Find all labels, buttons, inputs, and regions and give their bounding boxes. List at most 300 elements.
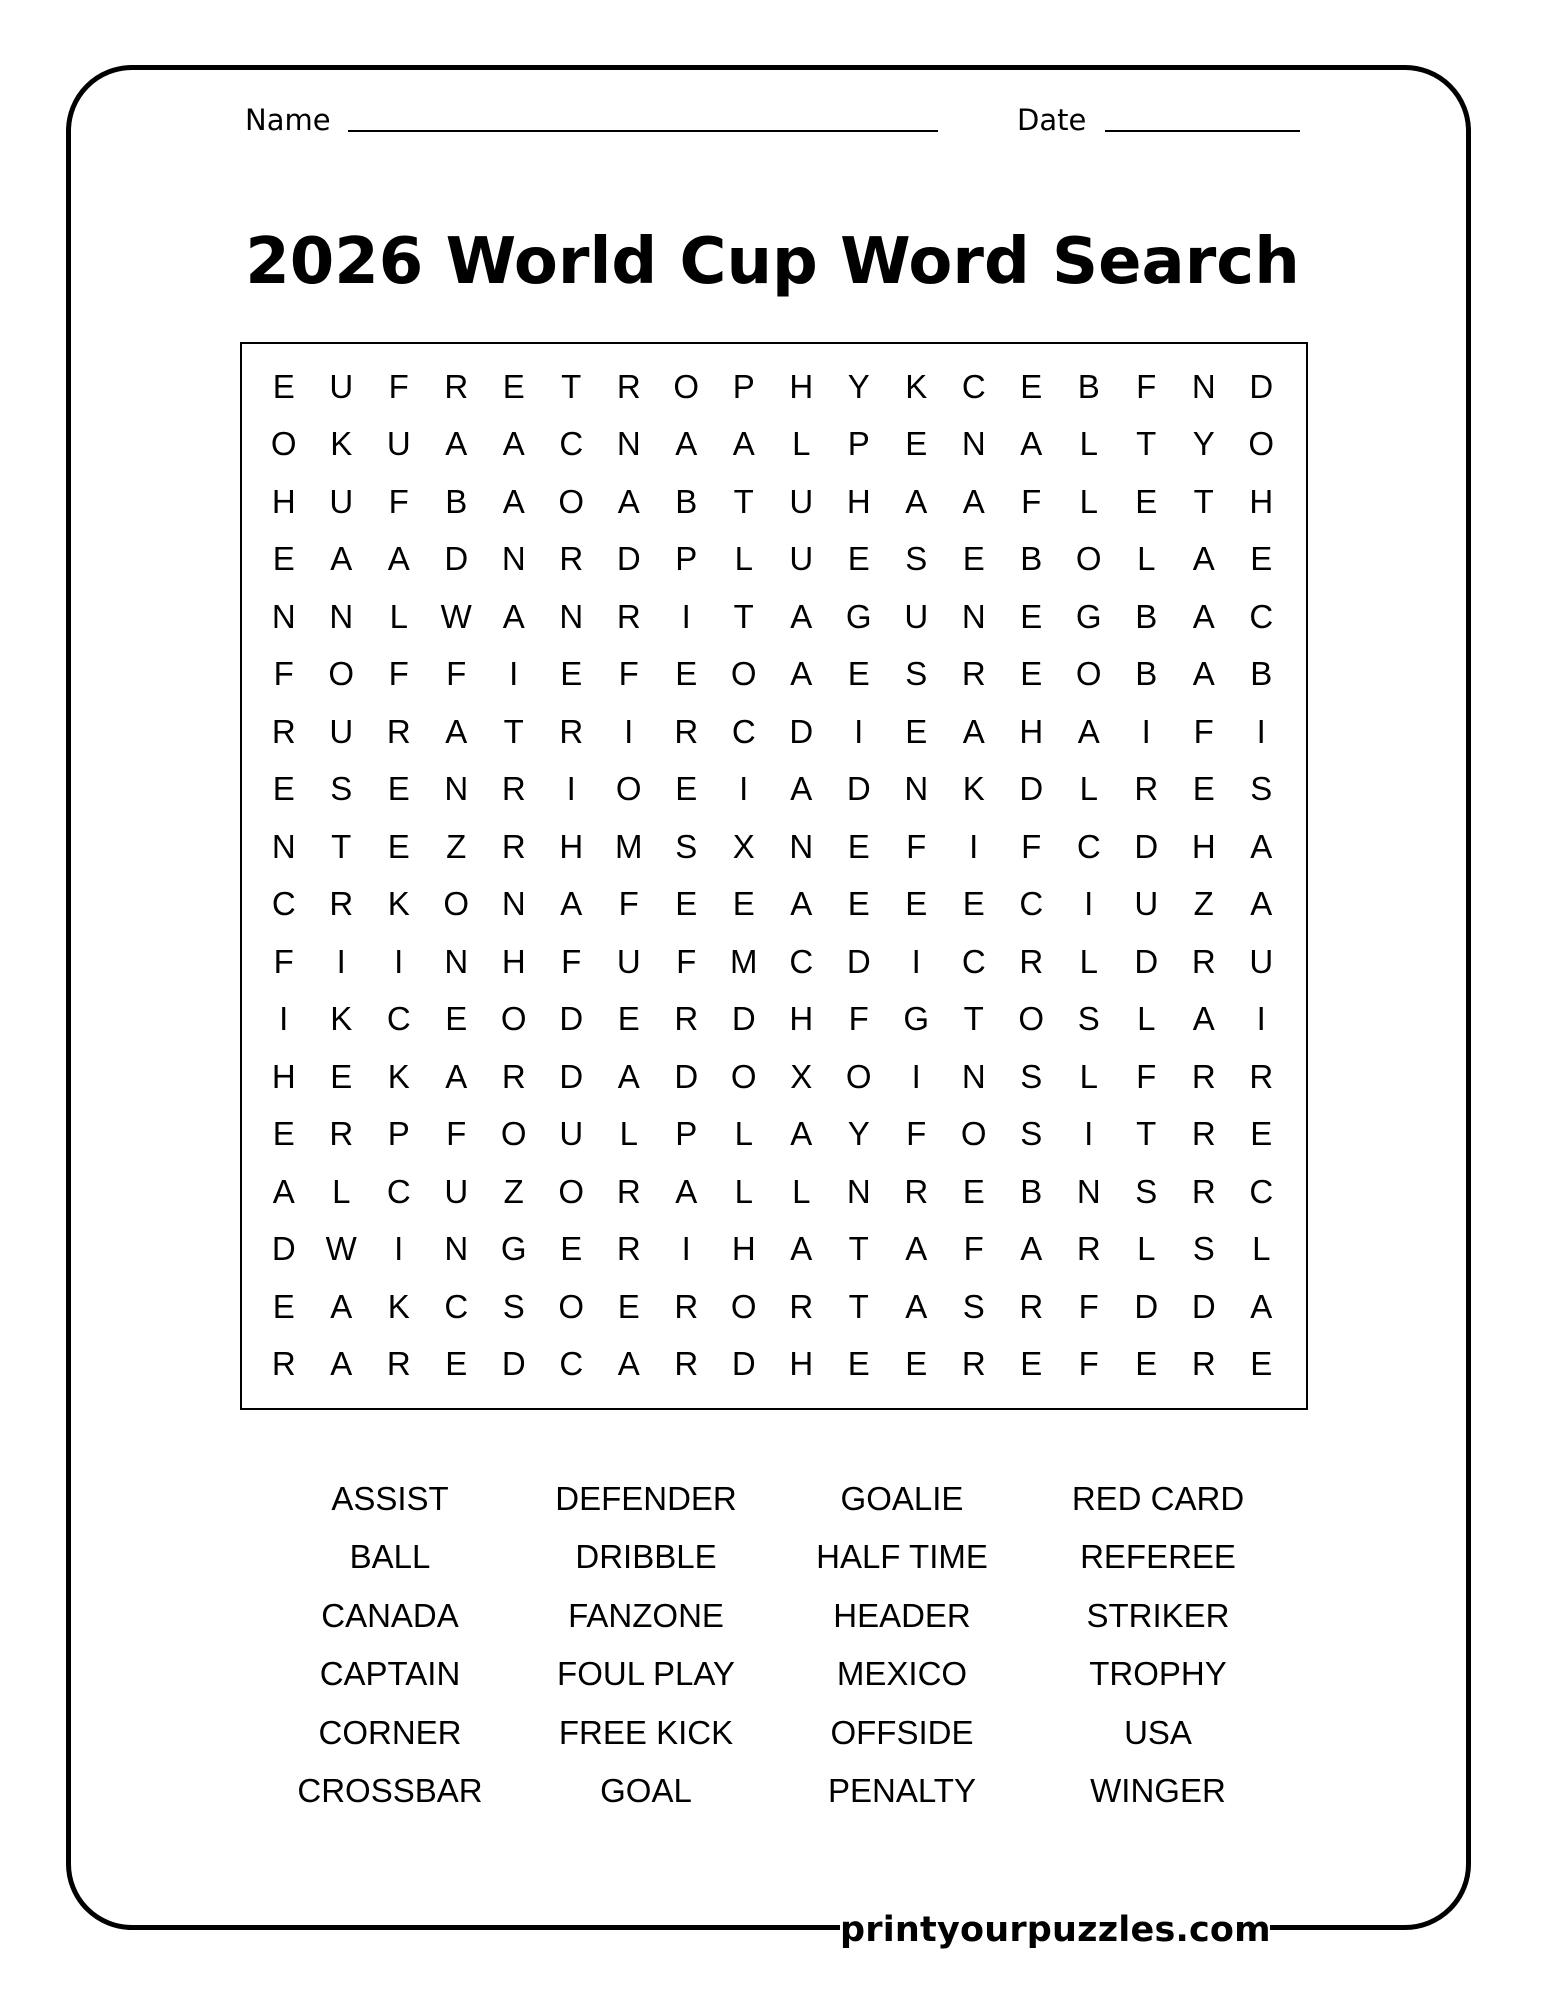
grid-letter: A bbox=[1250, 827, 1273, 865]
grid-letter: L bbox=[1079, 425, 1098, 463]
grid-letter: L bbox=[332, 1172, 351, 1210]
grid-letter: O bbox=[845, 1057, 872, 1095]
word-list-item: HEADER bbox=[833, 1596, 971, 1634]
word-list-item: CAPTAIN bbox=[319, 1655, 461, 1693]
grid-letter: A bbox=[272, 1172, 295, 1210]
grid-letter: U bbox=[1134, 885, 1159, 923]
grid-letter: P bbox=[675, 1115, 698, 1153]
grid-letter: L bbox=[619, 1115, 638, 1153]
grid-letter: R bbox=[559, 540, 584, 578]
grid-letter: E bbox=[617, 1287, 640, 1325]
grid-letter: A bbox=[790, 655, 813, 693]
grid-letter: X bbox=[790, 1057, 813, 1095]
grid-letter: T bbox=[733, 482, 754, 520]
grid-letter: T bbox=[848, 1287, 869, 1325]
grid-letter: G bbox=[845, 597, 872, 635]
grid-letter: I bbox=[681, 1230, 691, 1268]
grid-letter: G bbox=[903, 1000, 930, 1038]
grid-letter: T bbox=[331, 827, 352, 865]
grid-letter: N bbox=[1076, 1172, 1101, 1210]
grid-letter: A bbox=[675, 425, 698, 463]
grid-letter: R bbox=[961, 655, 986, 693]
grid-letter: I bbox=[911, 942, 921, 980]
grid-letter: L bbox=[734, 1172, 753, 1210]
grid-letter: H bbox=[789, 1345, 814, 1383]
grid-letter: I bbox=[1084, 885, 1094, 923]
grid-letter: F bbox=[273, 942, 294, 980]
footer-url: printyourpuzzles.com bbox=[840, 1905, 1270, 1955]
word-list-item: FANZONE bbox=[568, 1596, 724, 1634]
grid-letter: U bbox=[444, 1172, 469, 1210]
grid-letter: E bbox=[962, 540, 985, 578]
grid-letter: C bbox=[1249, 597, 1274, 635]
grid-letter: P bbox=[387, 1115, 410, 1153]
grid-letter: S bbox=[1020, 1057, 1043, 1095]
word-list-item: STRIKER bbox=[1086, 1596, 1230, 1634]
grid-letter: A bbox=[790, 1115, 813, 1153]
grid-letter: R bbox=[501, 827, 526, 865]
grid-letter: E bbox=[272, 770, 295, 808]
grid-letter: F bbox=[1021, 827, 1042, 865]
grid-letter: D bbox=[846, 770, 871, 808]
grid-letter: E bbox=[560, 655, 583, 693]
grid-letter: F bbox=[906, 827, 927, 865]
grid-letter: I bbox=[1256, 1000, 1266, 1038]
grid-letter: R bbox=[501, 770, 526, 808]
grid-letter: R bbox=[1191, 1345, 1216, 1383]
grid-letter: I bbox=[509, 655, 519, 693]
grid-letter: F bbox=[1078, 1345, 1099, 1383]
grid-letter: R bbox=[1134, 770, 1159, 808]
grid-letter: E bbox=[1020, 1345, 1043, 1383]
grid-letter: E bbox=[502, 367, 525, 405]
grid-letter: C bbox=[1019, 885, 1044, 923]
grid-letter: X bbox=[732, 827, 755, 865]
grid-letter: I bbox=[1141, 712, 1151, 750]
grid-letter: A bbox=[905, 1230, 928, 1268]
grid-letter: F bbox=[446, 1115, 467, 1153]
grid-letter: M bbox=[730, 942, 758, 980]
grid-letter: E bbox=[847, 885, 870, 923]
grid-letter: Y bbox=[847, 1115, 870, 1153]
grid-letter: U bbox=[559, 1115, 584, 1153]
grid-letter: I bbox=[394, 942, 404, 980]
grid-letter: K bbox=[387, 885, 410, 923]
grid-letter: A bbox=[790, 1230, 813, 1268]
grid-letter: A bbox=[1192, 655, 1215, 693]
grid-letter: A bbox=[1250, 885, 1273, 923]
grid-letter: H bbox=[789, 1000, 814, 1038]
grid-letter: S bbox=[905, 540, 928, 578]
word-list-item: BALL bbox=[349, 1538, 431, 1576]
grid-letter: D bbox=[731, 1345, 756, 1383]
grid-letter: T bbox=[1193, 482, 1214, 520]
grid-letter: E bbox=[1250, 540, 1273, 578]
grid-letter: L bbox=[792, 1172, 811, 1210]
grid-letter: R bbox=[616, 367, 641, 405]
grid-letter: A bbox=[1020, 425, 1043, 463]
grid-letter: E bbox=[847, 1345, 870, 1383]
grid-letter: L bbox=[389, 597, 408, 635]
word-list-item: ASSIST bbox=[331, 1480, 449, 1517]
grid-letter: R bbox=[674, 1345, 699, 1383]
grid-letter: R bbox=[1019, 942, 1044, 980]
grid-letter: I bbox=[1084, 1115, 1094, 1153]
grid-letter: R bbox=[1019, 1287, 1044, 1325]
grid-letter: S bbox=[962, 1287, 985, 1325]
grid-letter: O bbox=[270, 425, 297, 463]
grid-letter: D bbox=[1249, 367, 1274, 405]
grid-letter: T bbox=[733, 597, 754, 635]
grid-letter: F bbox=[1193, 712, 1214, 750]
grid-letter: S bbox=[1250, 770, 1273, 808]
grid-letter: L bbox=[1079, 942, 1098, 980]
grid-letter: D bbox=[846, 942, 871, 980]
grid-letter: R bbox=[271, 712, 296, 750]
grid-letter: N bbox=[789, 827, 814, 865]
grid-letter: D bbox=[1134, 1287, 1159, 1325]
grid-letter: C bbox=[1249, 1172, 1274, 1210]
grid-letter: H bbox=[731, 1230, 756, 1268]
grid-letter: R bbox=[1191, 942, 1216, 980]
grid-letter: E bbox=[272, 1287, 295, 1325]
grid-letter: R bbox=[386, 1345, 411, 1383]
grid-letter: F bbox=[906, 1115, 927, 1153]
grid-letter: R bbox=[444, 367, 469, 405]
grid-letter: U bbox=[789, 482, 814, 520]
grid-letter: E bbox=[847, 655, 870, 693]
grid-letter: A bbox=[962, 712, 985, 750]
grid-letter: G bbox=[500, 1230, 527, 1268]
grid-letter: E bbox=[387, 827, 410, 865]
word-list-item: OFFSIDE bbox=[830, 1713, 974, 1751]
grid-letter: C bbox=[1076, 827, 1101, 865]
grid-letter: A bbox=[445, 712, 468, 750]
grid-letter: K bbox=[387, 1287, 410, 1325]
grid-letter: U bbox=[616, 942, 641, 980]
grid-letter: L bbox=[734, 540, 753, 578]
grid-letter: H bbox=[1249, 482, 1274, 520]
word-list-item: WINGER bbox=[1090, 1771, 1226, 1809]
grid-letter: D bbox=[444, 540, 469, 578]
word-list-item: PENALTY bbox=[828, 1771, 976, 1809]
grid-letter: D bbox=[674, 1057, 699, 1095]
grid-letter: D bbox=[731, 1000, 756, 1038]
grid-letter: E bbox=[1020, 655, 1043, 693]
grid-letter: Y bbox=[847, 367, 870, 405]
word-list-item: FOUL PLAY bbox=[557, 1655, 735, 1693]
grid-letter: O bbox=[1075, 540, 1102, 578]
grid-letter: S bbox=[675, 827, 698, 865]
grid-letter: S bbox=[502, 1287, 525, 1325]
grid-letter: E bbox=[1250, 1345, 1273, 1383]
grid-letter: E bbox=[675, 770, 698, 808]
grid-letter: R bbox=[1191, 1057, 1216, 1095]
grid-letter: F bbox=[676, 942, 697, 980]
grid-letter: U bbox=[789, 540, 814, 578]
grid-letter: O bbox=[558, 1172, 585, 1210]
grid-letter: N bbox=[444, 1230, 469, 1268]
grid-letter: N bbox=[1191, 367, 1216, 405]
grid-letter: R bbox=[1249, 1057, 1274, 1095]
grid-letter: B bbox=[1020, 1172, 1043, 1210]
grid-letter: C bbox=[961, 367, 986, 405]
grid-letter: E bbox=[905, 712, 928, 750]
grid-letter: U bbox=[329, 712, 354, 750]
grid-letter: D bbox=[1191, 1287, 1216, 1325]
grid-letter: C bbox=[386, 1000, 411, 1038]
grid-letter: C bbox=[961, 942, 986, 980]
grid-letter: E bbox=[847, 827, 870, 865]
grid-letter: A bbox=[502, 482, 525, 520]
grid-letter: O bbox=[730, 1287, 757, 1325]
grid-letter: K bbox=[330, 1000, 353, 1038]
grid-letter: C bbox=[444, 1287, 469, 1325]
grid-letter: E bbox=[962, 885, 985, 923]
grid-letter: A bbox=[330, 540, 353, 578]
grid-letter: R bbox=[559, 712, 584, 750]
grid-letter: C bbox=[271, 885, 296, 923]
grid-letter: F bbox=[388, 482, 409, 520]
grid-letter: S bbox=[1077, 1000, 1100, 1038]
grid-letter: C bbox=[731, 712, 756, 750]
grid-letter: N bbox=[444, 770, 469, 808]
grid-letter: S bbox=[1192, 1230, 1215, 1268]
grid-letter: D bbox=[559, 1000, 584, 1038]
word-list-item: CORNER bbox=[318, 1713, 462, 1751]
grid-letter: K bbox=[387, 1057, 410, 1095]
grid-letter: A bbox=[502, 597, 525, 635]
grid-letter: R bbox=[616, 1230, 641, 1268]
grid-letter: O bbox=[1018, 1000, 1045, 1038]
grid-letter: D bbox=[1134, 827, 1159, 865]
grid-letter: R bbox=[904, 1172, 929, 1210]
grid-letter: R bbox=[329, 885, 354, 923]
grid-letter: E bbox=[560, 1230, 583, 1268]
grid-letter: T bbox=[1136, 1115, 1157, 1153]
grid-letter: B bbox=[1135, 597, 1158, 635]
grid-letter: O bbox=[615, 770, 642, 808]
grid-letter: A bbox=[330, 1345, 353, 1383]
grid-letter: D bbox=[271, 1230, 296, 1268]
grid-letter: U bbox=[1249, 942, 1274, 980]
grid-letter: Z bbox=[1193, 885, 1214, 923]
grid-letter: R bbox=[1191, 1172, 1216, 1210]
grid-letter: A bbox=[502, 425, 525, 463]
grid-letter: N bbox=[559, 597, 584, 635]
grid-letter: E bbox=[445, 1000, 468, 1038]
grid-letter: A bbox=[330, 1287, 353, 1325]
word-list-item: GOAL bbox=[600, 1771, 692, 1809]
grid-letter: N bbox=[961, 597, 986, 635]
grid-letter: Z bbox=[503, 1172, 524, 1210]
puzzle-grid bbox=[255, 358, 1290, 1393]
grid-letter: R bbox=[674, 1287, 699, 1325]
grid-letter: I bbox=[624, 712, 634, 750]
grid-letter: A bbox=[1020, 1230, 1043, 1268]
grid-letter: I bbox=[911, 1057, 921, 1095]
grid-letter: A bbox=[790, 770, 813, 808]
grid-letter: A bbox=[1192, 540, 1215, 578]
grid-letter: O bbox=[730, 1057, 757, 1095]
grid-letter: O bbox=[730, 655, 757, 693]
grid-letter: W bbox=[325, 1230, 357, 1268]
grid-letter: A bbox=[675, 1172, 698, 1210]
grid-letter: P bbox=[675, 540, 698, 578]
grid-letter: A bbox=[617, 1345, 640, 1383]
grid-letter: L bbox=[1079, 770, 1098, 808]
grid-letter: E bbox=[330, 1057, 353, 1095]
grid-letter: A bbox=[962, 482, 985, 520]
grid-letter: B bbox=[1020, 540, 1043, 578]
grid-letter: A bbox=[790, 885, 813, 923]
grid-letter: B bbox=[1135, 655, 1158, 693]
grid-letter: O bbox=[328, 655, 355, 693]
grid-letter: O bbox=[558, 482, 585, 520]
grid-letter: A bbox=[732, 425, 755, 463]
grid-letter: I bbox=[969, 827, 979, 865]
grid-letter: O bbox=[673, 367, 700, 405]
grid-letter: E bbox=[272, 367, 295, 405]
grid-letter: Y bbox=[1192, 425, 1215, 463]
grid-letter: R bbox=[329, 1115, 354, 1153]
grid-letter: T bbox=[1136, 425, 1157, 463]
grid-letter: N bbox=[444, 942, 469, 980]
grid-letter: T bbox=[963, 1000, 984, 1038]
page-title: 2026 World Cup Word Search bbox=[245, 225, 1300, 299]
word-list-item: CANADA bbox=[321, 1596, 459, 1634]
grid-letter: G bbox=[1075, 597, 1102, 635]
grid-letter: I bbox=[279, 1000, 289, 1038]
grid-letter: E bbox=[1020, 597, 1043, 635]
grid-letter: W bbox=[440, 597, 472, 635]
date-line bbox=[1105, 130, 1300, 132]
grid-letter: E bbox=[905, 425, 928, 463]
grid-letter: B bbox=[1077, 367, 1100, 405]
grid-letter: F bbox=[1078, 1287, 1099, 1325]
grid-letter: S bbox=[905, 655, 928, 693]
grid-letter: O bbox=[558, 1287, 585, 1325]
date-label: Date bbox=[1017, 103, 1087, 137]
grid-letter: L bbox=[1137, 1000, 1156, 1038]
grid-letter: S bbox=[330, 770, 353, 808]
word-list-item: CROSSBAR bbox=[297, 1771, 483, 1809]
grid-letter: A bbox=[1192, 597, 1215, 635]
grid-letter: D bbox=[1019, 770, 1044, 808]
grid-letter: L bbox=[1079, 482, 1098, 520]
word-list-item: TROPHY bbox=[1089, 1655, 1227, 1693]
grid-letter: U bbox=[904, 597, 929, 635]
grid-letter: T bbox=[848, 1230, 869, 1268]
word-list bbox=[262, 1470, 1286, 1820]
grid-letter: D bbox=[1134, 942, 1159, 980]
grid-letter: E bbox=[1135, 482, 1158, 520]
grid-letter: R bbox=[674, 712, 699, 750]
grid-letter: R bbox=[789, 1287, 814, 1325]
grid-letter: R bbox=[961, 1345, 986, 1383]
grid-letter: E bbox=[675, 655, 698, 693]
grid-letter: N bbox=[616, 425, 641, 463]
grid-letter: R bbox=[271, 1345, 296, 1383]
grid-letter: L bbox=[1137, 1230, 1156, 1268]
grid-letter: B bbox=[1250, 655, 1273, 693]
grid-letter: F bbox=[1136, 1057, 1157, 1095]
grid-letter: E bbox=[905, 1345, 928, 1383]
grid-letter: L bbox=[1137, 540, 1156, 578]
grid-letter: H bbox=[271, 1057, 296, 1095]
grid-letter: S bbox=[1020, 1115, 1043, 1153]
grid-letter: A bbox=[560, 885, 583, 923]
grid-letter: R bbox=[616, 1172, 641, 1210]
grid-letter: E bbox=[387, 770, 410, 808]
grid-letter: E bbox=[445, 1345, 468, 1383]
grid-letter: O bbox=[1075, 655, 1102, 693]
grid-letter: E bbox=[675, 885, 698, 923]
grid-letter: E bbox=[272, 1115, 295, 1153]
grid-letter: F bbox=[273, 655, 294, 693]
grid-letter: F bbox=[388, 655, 409, 693]
grid-letter: A bbox=[905, 482, 928, 520]
grid-letter: E bbox=[962, 1172, 985, 1210]
grid-letter: F bbox=[618, 885, 639, 923]
grid-letter: U bbox=[329, 367, 354, 405]
grid-letter: R bbox=[386, 712, 411, 750]
word-list-item: HALF TIME bbox=[816, 1538, 988, 1576]
grid-letter: Z bbox=[446, 827, 467, 865]
grid-letter: E bbox=[1250, 1115, 1273, 1153]
word-list-item: GOALIE bbox=[840, 1480, 964, 1517]
grid-letter: E bbox=[1020, 367, 1043, 405]
grid-letter: E bbox=[905, 885, 928, 923]
grid-letter: F bbox=[388, 367, 409, 405]
grid-letter: H bbox=[1019, 712, 1044, 750]
grid-letter: C bbox=[789, 942, 814, 980]
grid-letter: A bbox=[445, 1057, 468, 1095]
grid-letter: C bbox=[559, 425, 584, 463]
grid-letter: T bbox=[561, 367, 582, 405]
grid-letter: N bbox=[961, 425, 986, 463]
grid-letter: H bbox=[789, 367, 814, 405]
word-list-item: FREE KICK bbox=[558, 1713, 734, 1751]
grid-letter: R bbox=[501, 1057, 526, 1095]
grid-letter: N bbox=[904, 770, 929, 808]
grid-letter: F bbox=[963, 1230, 984, 1268]
grid-letter: N bbox=[271, 827, 296, 865]
grid-letter: B bbox=[445, 482, 468, 520]
grid-letter: A bbox=[387, 540, 410, 578]
grid-letter: A bbox=[617, 482, 640, 520]
grid-letter: R bbox=[674, 1000, 699, 1038]
word-list-item: DEFENDER bbox=[555, 1480, 737, 1517]
grid-letter: C bbox=[386, 1172, 411, 1210]
grid-letter: N bbox=[501, 885, 526, 923]
grid-letter: N bbox=[961, 1057, 986, 1095]
grid-letter: S bbox=[1135, 1172, 1158, 1210]
grid-letter: F bbox=[446, 655, 467, 693]
grid-letter: F bbox=[1136, 367, 1157, 405]
grid-letter: F bbox=[561, 942, 582, 980]
grid-letter: C bbox=[559, 1345, 584, 1383]
grid-letter: I bbox=[566, 770, 576, 808]
grid-letter: I bbox=[1256, 712, 1266, 750]
grid-letter: L bbox=[1079, 1057, 1098, 1095]
grid-letter: E bbox=[847, 540, 870, 578]
grid-letter: E bbox=[617, 1000, 640, 1038]
word-list-item: RED CARD bbox=[1071, 1480, 1245, 1517]
grid-letter: I bbox=[336, 942, 346, 980]
grid-letter: D bbox=[559, 1057, 584, 1095]
grid-letter: I bbox=[394, 1230, 404, 1268]
